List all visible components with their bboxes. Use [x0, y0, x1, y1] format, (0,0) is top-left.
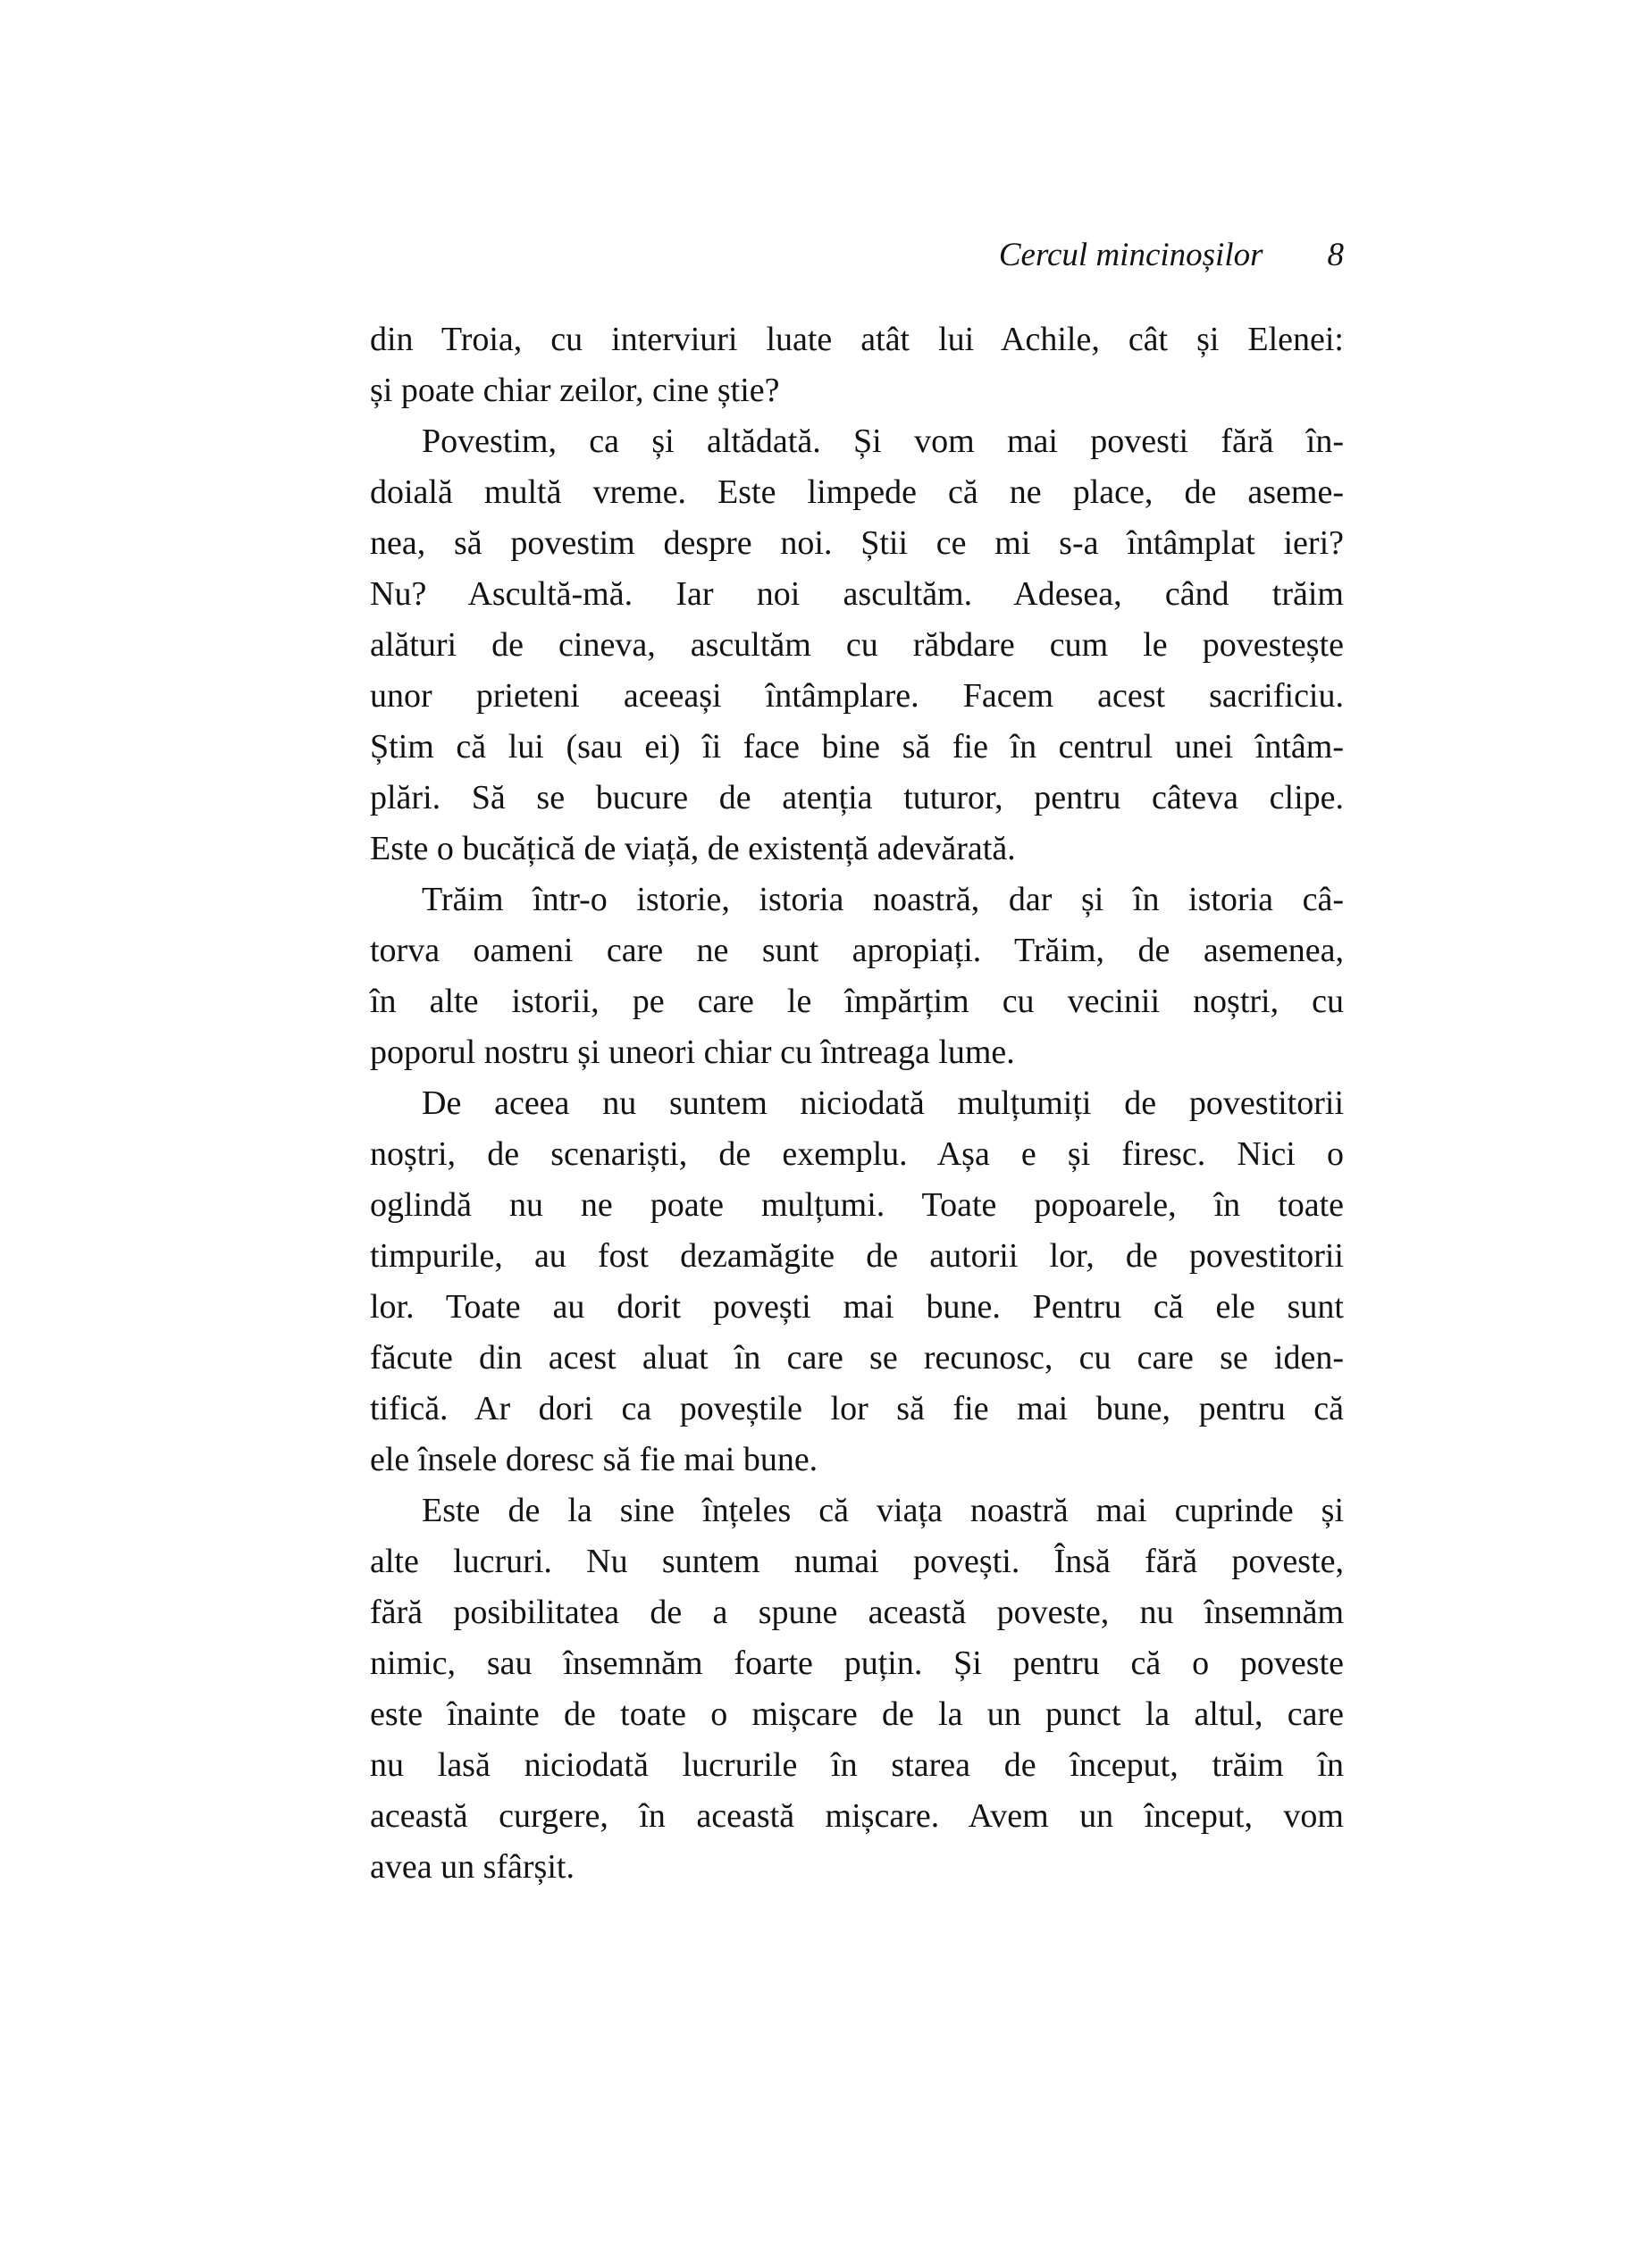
- text-line: este înainte de toate o mișcare de la un punct la altul, care: [370, 1695, 1344, 1733]
- text-line: Este de la sine înțeles că viața noastră mai cuprinde și: [422, 1492, 1344, 1529]
- text-line: plări. Să se bucure de atenția tuturor, pentru câteva clipe.: [370, 779, 1344, 816]
- text-line: în alte istorii, pe care le împărțim cu vecinii noștri, cu: [370, 983, 1344, 1020]
- text-line: și poate chiar zeilor, cine știe?: [370, 372, 780, 409]
- text-line: tifică. Ar dori ca poveștile lor să fie mai bune, pentru că: [370, 1390, 1344, 1427]
- text-line: nea, să povestim despre noi. Știi ce mi s-a întâmplat ieri?: [370, 524, 1344, 562]
- text-line: Nu? Ascultă-mă. Iar noi ascultăm. Adesea, când trăim: [370, 575, 1344, 613]
- text-line: lor. Toate au dorit povești mai bune. Pentru că ele sunt: [370, 1288, 1344, 1326]
- text-line: Știm că lui (sau ei) îi face bine să fie în centrul unei întâm-: [370, 728, 1344, 766]
- text-line: unor prieteni aceeași întâmplare. Facem acest sacrificiu.: [370, 677, 1344, 715]
- text-line: Este o bucățică de viață, de existență adevărată.: [370, 830, 1016, 867]
- text-line: poporul nostru și uneori chiar cu întreaga lume.: [370, 1034, 1015, 1071]
- text-line: timpurile, au fost dezamăgite de autorii lor, de povestitorii: [370, 1237, 1344, 1275]
- text-line: Povestim, ca și altădată. Și vom mai povesti fără în-: [422, 423, 1344, 460]
- text-line: din Troia, cu interviuri luate atât lui Achile, cât și Elenei:: [370, 321, 1344, 358]
- text-line: această curgere, în această mișcare. Avem un început, vom: [370, 1797, 1344, 1835]
- text-line: ele însele doresc să fie mai bune.: [370, 1441, 818, 1478]
- text-line: nimic, sau însemnăm foarte puțin. Și pentru că o poveste: [370, 1645, 1344, 1682]
- text-line: noștri, de scenariști, de exemplu. Așa e și firesc. Nici o: [370, 1135, 1344, 1173]
- text-line: doială multă vreme. Este limpede că ne place, de aseme-: [370, 473, 1344, 511]
- body-text: [370, 314, 1344, 1893]
- text-line: alte lucruri. Nu suntem numai povești. Însă fără poveste,: [370, 1543, 1344, 1580]
- text-line: nu lasă niciodată lucrurile în starea de început, trăim în: [370, 1746, 1344, 1784]
- running-header: [370, 234, 1344, 277]
- text-line: făcute din acest aluat în care se recunosc, cu care se iden-: [370, 1339, 1344, 1377]
- page-number: 8: [1327, 237, 1344, 273]
- text-line: oglindă nu ne poate mulțumi. Toate popoarele, în toate: [370, 1186, 1344, 1224]
- text-line: Trăim într-o istorie, istoria noastră, dar și în istoria câ-: [422, 881, 1344, 918]
- text-line: torva oameni care ne sunt apropiați. Trăim, de asemenea,: [370, 932, 1344, 969]
- running-title: Cercul mincinoșilor: [998, 237, 1263, 273]
- text-line: avea un sfârșit.: [370, 1848, 575, 1886]
- text-line: fără posibilitatea de a spune această poveste, nu însemnăm: [370, 1594, 1344, 1631]
- text-line: alături de cineva, ascultăm cu răbdare cum le povestește: [370, 626, 1344, 664]
- text-line: De aceea nu suntem niciodată mulțumiți de povestitorii: [422, 1084, 1344, 1122]
